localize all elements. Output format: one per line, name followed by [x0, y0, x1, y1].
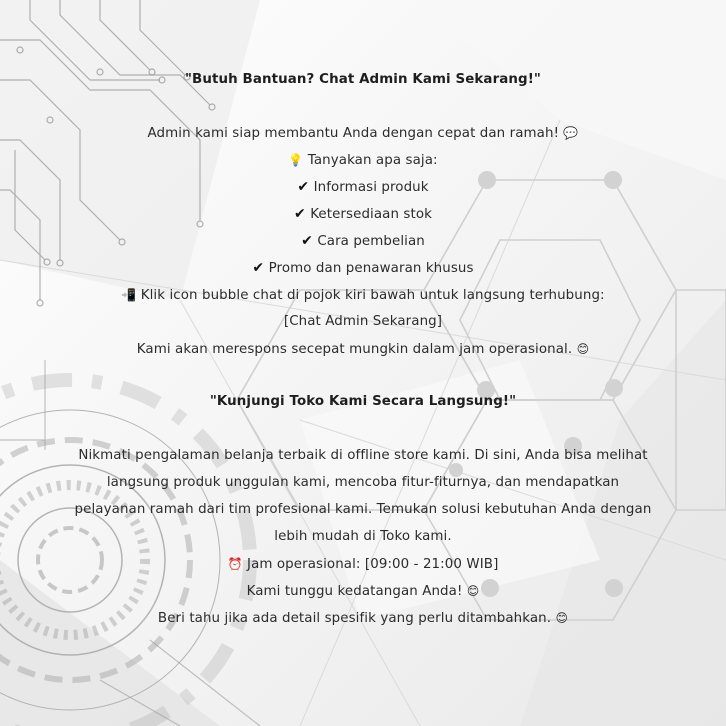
hours-line [0, 555, 726, 574]
smile-icon: 😊 [576, 342, 590, 356]
list-item-text: Ketersediaan stok [310, 207, 432, 222]
list-item-text: Cara pembelian [317, 234, 425, 249]
checkmark-icon: ✔ [301, 233, 313, 249]
footer-line [0, 609, 726, 628]
smile-icon: 😊 [466, 584, 480, 598]
paragraph-line: pelayanan ramah dari tim profesional kami. Temukan solusi kebutuhan Anda dengan [74, 502, 652, 517]
list-item-text: Promo dan penawaran khusus [268, 261, 474, 276]
checkmark-icon: ✔ [252, 260, 265, 276]
cta-line [0, 286, 726, 305]
list-item [0, 178, 726, 197]
chat-admin-button-text: [Chat Admin Sekarang] [283, 314, 443, 329]
welcome-text: Kami tunggu kedatangan Anda! [246, 584, 463, 599]
section1-title: "Butuh Bantuan? Chat Admin Kami Sekarang!" [184, 72, 542, 87]
alarm-clock-icon: ⏰ [227, 557, 243, 571]
footer-text: Beri tahu jika ada detail spesifik yang perlu ditambahkan. [157, 611, 552, 626]
speech-bubble-icon: 💬 [563, 126, 579, 140]
hours-text: Jam operasional: [09:00 - 21:00 WIB] [247, 557, 499, 572]
list-item [0, 205, 726, 224]
intro-line [0, 124, 726, 143]
welcome-line [0, 582, 726, 601]
paragraph-line: Nikmati pengalaman belanja terbaik di offline store kami. Di sini, Anda bisa melihat [78, 448, 648, 463]
cta-text: Klik icon bubble chat di pojok kiri bawah untuk langsung terhubung: [140, 288, 605, 303]
list-item [0, 259, 726, 278]
smile-icon: 😊 [555, 611, 569, 625]
checkmark-icon: ✔ [297, 179, 310, 195]
closing-line [0, 340, 726, 359]
mobile-phone-icon: 📲 [121, 288, 137, 302]
paragraph-line: lebih mudah di Toko kami. [274, 529, 452, 544]
ask-line [0, 151, 726, 170]
intro-text: Admin kami siap membantu Anda dengan cepat dan ramah! [147, 126, 560, 141]
section2-title: "Kunjungi Toko Kami Secara Langsung!" [209, 394, 517, 409]
paragraph-line: langsung produk unggulan kami, mencoba fitur-fiturnya, dan mendapatkan [106, 475, 620, 490]
checkmark-icon: ✔ [293, 206, 306, 222]
lightbulb-icon: 💡 [288, 153, 304, 167]
ask-text: Tanyakan apa saja: [307, 153, 438, 168]
list-item-text: Informasi produk [313, 180, 429, 195]
closing-text: Kami akan merespons secepat mungkin dalam jam operasional. [136, 342, 573, 357]
list-item [0, 232, 726, 251]
